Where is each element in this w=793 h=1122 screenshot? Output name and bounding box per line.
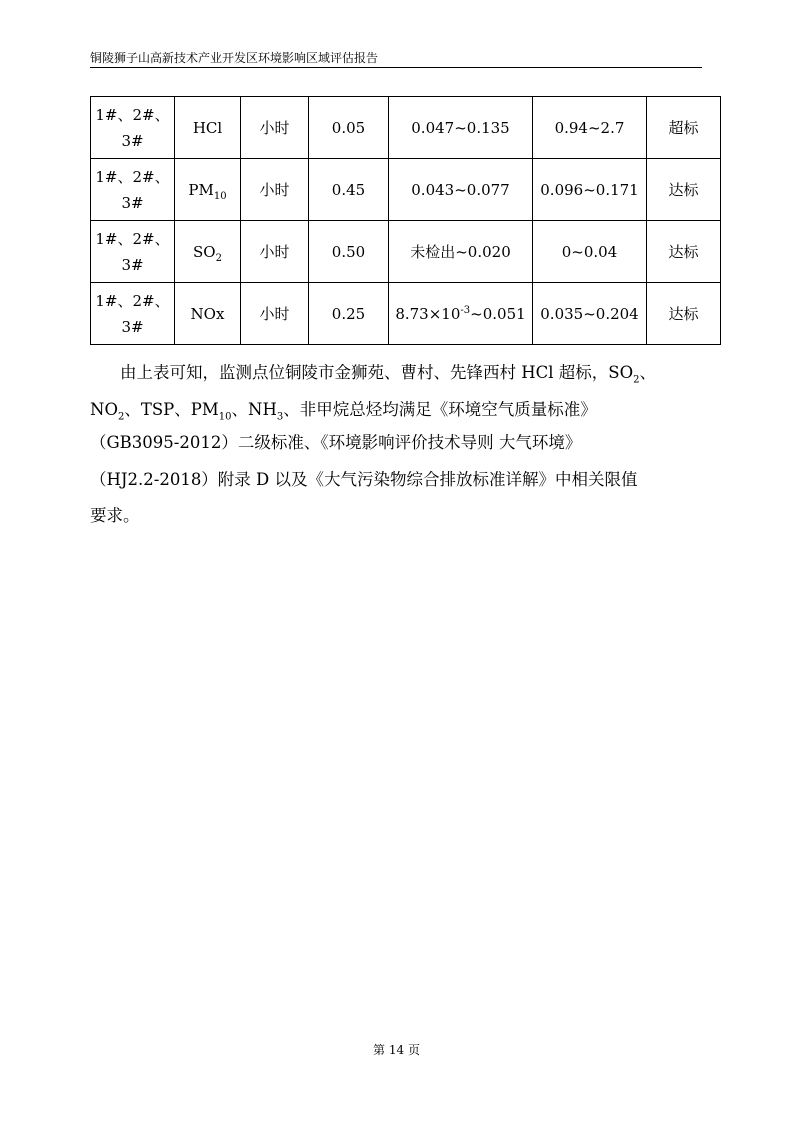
site-cell: 1#、2#、 3# [91, 283, 175, 345]
pollutant-cell: $PM_{10}$ [175, 159, 241, 221]
period-cell: 小时 [241, 97, 309, 159]
range-cell: 未检出~0.020 [389, 221, 533, 283]
result-cell: 超标 [647, 97, 721, 159]
table-row [91, 221, 721, 283]
header-divider [90, 67, 702, 68]
result-cell: 达标 [647, 159, 721, 221]
monitoring-results-table [90, 96, 721, 345]
table-row [91, 97, 721, 159]
conclusion-line-3: （GB3095-2012）二级标准、《环境影响评价技术导则 大气环境》 [90, 433, 582, 452]
conclusion-line-1: 由上表可知，监测点位铜陵市金狮苑、曹村、先锋西村 HCl 超标，$SO_2$、 [120, 363, 656, 386]
standard-cell: 0.45 [309, 159, 389, 221]
conclusion-line-5: 要求。 [90, 506, 140, 525]
period-cell: 小时 [241, 221, 309, 283]
period-cell: 小时 [241, 283, 309, 345]
standard-cell: 0.25 [309, 283, 389, 345]
site-cell: 1#、2#、 3# [91, 221, 175, 283]
ratio-cell: 0.035~0.204 [533, 283, 647, 345]
site-cell: 1#、2#、 3# [91, 159, 175, 221]
pollutant-cell: $SO_2$ [175, 221, 241, 283]
pollutant-cell: NOx [175, 283, 241, 345]
conclusion-line-2: $NO_2$、TSP、$PM_{10}$、$NH_3$、非甲烷总烃均满足《环境空气质量标准》 [90, 400, 597, 423]
site-cell: 1#、2#、 3# [91, 97, 175, 159]
conclusion-line-4: （HJ2.2-2018）附录 D 以及《大气污染物综合排放标准详解》中相关限值 [90, 470, 638, 489]
range-cell: $8.73\times 10^{-3}\sim 0.051$ [389, 283, 533, 345]
result-cell: 达标 [647, 283, 721, 345]
page-number: 第 14 页 [373, 1043, 420, 1057]
standard-cell: 0.50 [309, 221, 389, 283]
pollutant-cell: HCl [175, 97, 241, 159]
standard-cell: 0.05 [309, 97, 389, 159]
period-cell: 小时 [241, 159, 309, 221]
table-row [91, 283, 721, 345]
ratio-cell: 0.94~2.7 [533, 97, 647, 159]
table-row [91, 159, 721, 221]
ratio-cell: 0.096~0.171 [533, 159, 647, 221]
report-header-title: 铜陵狮子山高新技术产业开发区环境影响区域评估报告 [90, 51, 379, 65]
ratio-cell: 0~0.04 [533, 221, 647, 283]
range-cell: 0.043~0.077 [389, 159, 533, 221]
result-cell: 达标 [647, 221, 721, 283]
range-cell: 0.047~0.135 [389, 97, 533, 159]
